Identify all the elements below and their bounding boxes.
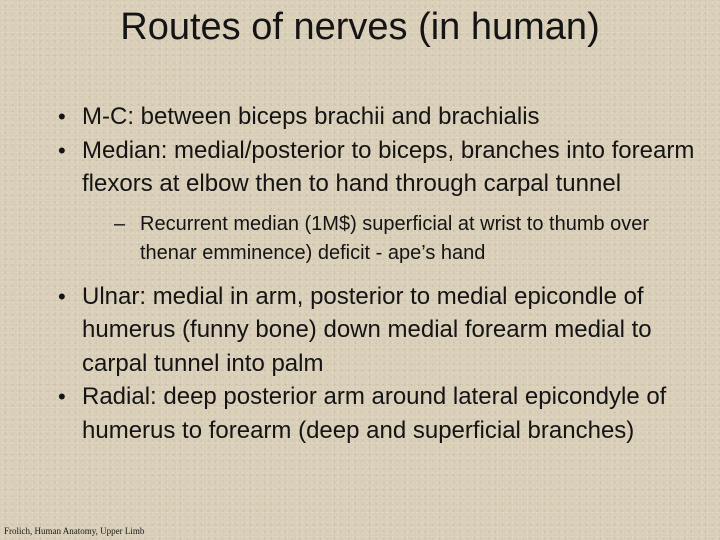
bullet-text-ulnar: Ulnar: medial in arm, posterior to medial epicondle of humerus (funny bone) down medial forearm medial to carpal tunnel into palm: [82, 282, 652, 377]
bullet-marker: •: [58, 104, 66, 129]
bullet-item-median: [56, 134, 696, 268]
slide-body: [56, 100, 696, 447]
bullet-list: [56, 100, 696, 447]
slide-footer-citation: Frolich, Human Anatomy, Upper Limb: [4, 526, 145, 536]
slide-title: Routes of nerves (in human): [120, 6, 600, 48]
bullet-marker: •: [58, 384, 66, 409]
bullet-item-radial: [56, 380, 696, 447]
bullet-text-radial: Radial: deep posterior arm around lateral epicondyle of humerus to forearm (deep and superficial branches): [82, 383, 667, 444]
bullet-item-ulnar: [56, 280, 696, 381]
bullet-marker: •: [58, 137, 66, 163]
bullet-marker: •: [58, 283, 66, 309]
sub-bullet-marker: –: [114, 212, 126, 235]
sub-bullet-recurrent-median: [114, 210, 696, 268]
bullet-item-mc: [56, 100, 696, 134]
sub-bullet-text: Recurrent median (1M$) superficial at wrist to thumb over thenar emminence) deficit - ape’s hand: [140, 212, 650, 264]
bullet-text-mc: M-C: between biceps brachii and brachialis: [82, 103, 540, 130]
bullet-text-median: Median: medial/posterior to biceps, branches into forearm flexors at elbow then to hand through carpal tunnel: [82, 136, 695, 197]
sub-bullet-list: [114, 210, 696, 268]
